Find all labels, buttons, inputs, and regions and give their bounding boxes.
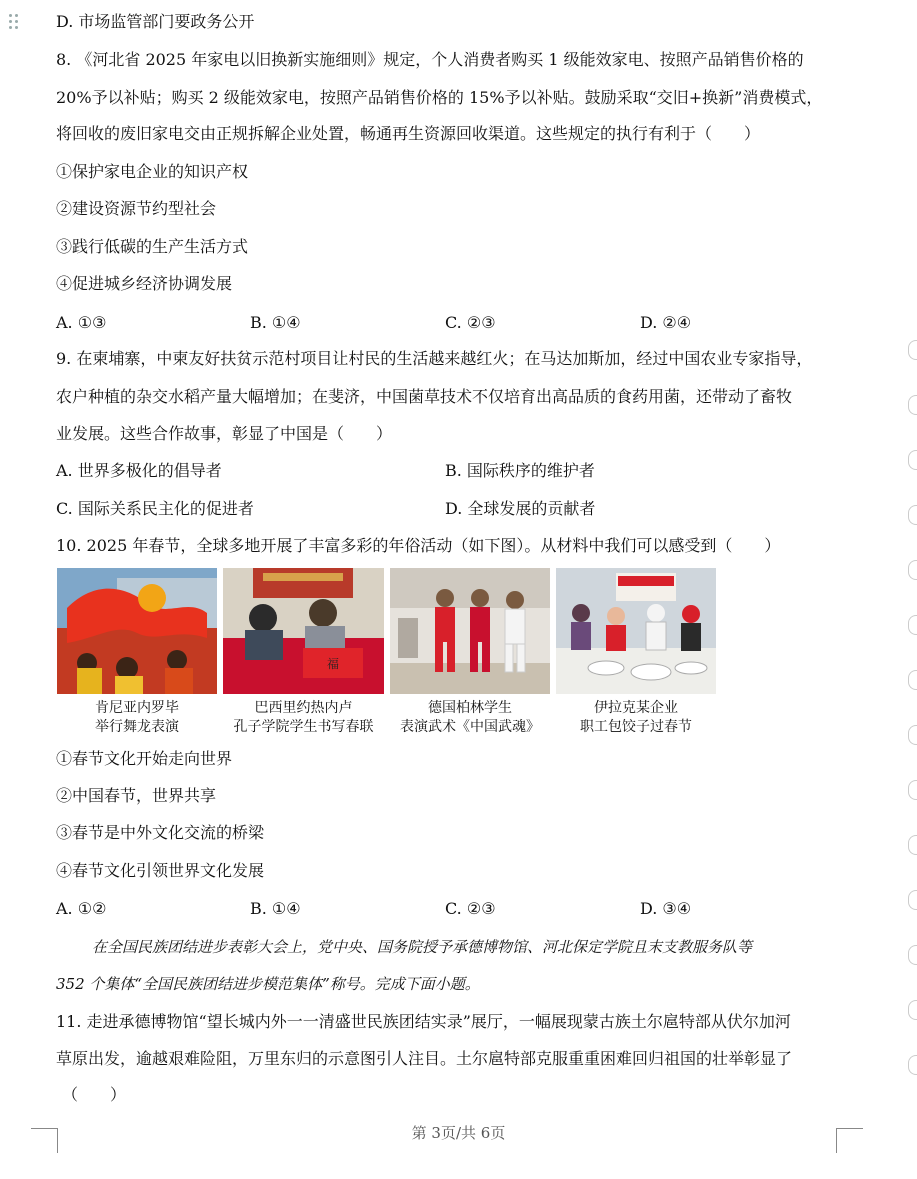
margin-mark	[908, 780, 917, 800]
photo-martial-arts	[390, 568, 550, 694]
q10-item-2: ②中国春节，世界共享	[56, 786, 217, 805]
caption-line: 伊拉克某企业	[594, 700, 678, 716]
margin-mark	[908, 670, 917, 690]
q8-option-b: B. ①④	[250, 313, 301, 332]
margin-mark	[908, 395, 917, 415]
caption-line: 德国柏林学生	[428, 700, 512, 716]
page-corner-right	[836, 1128, 863, 1153]
q10-item-1: ①春节文化开始走向世界	[56, 749, 233, 768]
margin-mark	[908, 1000, 917, 1020]
q9-option-d: D. 全球发展的贡献者	[445, 499, 596, 518]
q9-stem-line1: 9. 在柬埔寨，中柬友好扶贫示范村项目让村民的生活越来越红火；在马达加斯加，经过中国农业专家指导，	[56, 349, 813, 368]
page-corner-left	[31, 1128, 58, 1153]
q10-item-4: ④春节文化引领世界文化发展	[56, 861, 265, 880]
q11-stem-line3: （ ）	[62, 1085, 127, 1104]
caption-line: 孔子学院学生书写春联	[233, 719, 374, 735]
photo-caption	[390, 699, 550, 737]
q8-stem-line3: 将回收的废旧家电交由正规拆解企业处置，畅通再生资源回收渠道。这些规定的执行有利于（ ）	[56, 124, 761, 143]
margin-mark	[908, 835, 917, 855]
margin-mark	[908, 505, 917, 525]
caption-line: 肯尼亚内罗毕	[95, 700, 179, 716]
q9-stem-line3: 业发展。这些合作故事，彰显了中国是（ ）	[56, 424, 393, 443]
passage-line2: 352 个集体“全国民族团结进步模范集体”称号。完成下面小题。	[56, 975, 480, 993]
q8-option-c: C. ②③	[445, 313, 496, 332]
photo-dragon-dance	[57, 568, 217, 694]
margin-mark	[908, 615, 917, 635]
q10-option-d: D. ③④	[640, 899, 692, 918]
drag-handle-icon[interactable]	[9, 14, 19, 32]
photo-caption	[556, 699, 716, 737]
passage-line1: 在全国民族团结进步表彰大会上，党中央、国务院授予承德博物馆、河北保定学院且末支教服务队等	[92, 938, 753, 956]
caption-line: 举行舞龙表演	[95, 719, 179, 735]
margin-mark	[908, 560, 917, 580]
q8-item-1: ①保护家电企业的知识产权	[56, 162, 249, 181]
margin-mark	[908, 890, 917, 910]
q10-option-c: C. ②③	[445, 899, 496, 918]
q10-option-a: A. ①②	[56, 899, 107, 918]
photo-dumplings	[556, 568, 716, 694]
photo-spring-couplets	[223, 568, 384, 694]
photo-caption	[57, 699, 217, 737]
margin-mark	[908, 945, 917, 965]
page-number: 第 3页/共 6页	[411, 1124, 506, 1142]
caption-line: 巴西里约热内卢	[254, 700, 353, 716]
margin-mark	[908, 725, 917, 745]
q8-item-3: ③践行低碳的生产生活方式	[56, 237, 249, 256]
q7-option-d: D. 市场监管部门要政务公开	[56, 12, 255, 31]
margin-mark	[908, 1055, 917, 1075]
q10-stem: 10. 2025 年春节，全球多地开展了丰富多彩的年俗活动（如下图）。从材料中我们可以感受到（ ）	[56, 536, 781, 555]
q9-option-b: B. 国际秩序的维护者	[445, 461, 595, 480]
q9-stem-line2: 农户种植的杂交水稻产量大幅增加；在斐济，中国菌草技术不仅培育出高品质的食药用菌，还带动了畜牧	[56, 387, 793, 406]
caption-line: 职工包饺子过春节	[580, 719, 692, 735]
q8-item-2: ②建设资源节约型社会	[56, 199, 217, 218]
q8-item-4: ④促进城乡经济协调发展	[56, 274, 233, 293]
q8-option-d: D. ②④	[640, 313, 692, 332]
caption-line: 表演武术《中国武魂》	[400, 719, 540, 735]
q11-stem-line2: 草原出发，逾越艰难险阻，万里东归的示意图引人注目。土尔扈特部克服重重困难回归祖国的壮举彰显了	[56, 1049, 793, 1068]
q10-item-3: ③春节是中外文化交流的桥梁	[56, 823, 265, 842]
margin-mark	[908, 340, 917, 360]
photo-caption	[218, 699, 389, 737]
q8-option-a: A. ①③	[56, 313, 107, 332]
q9-option-c: C. 国际关系民主化的促进者	[56, 499, 254, 518]
q11-stem-line1: 11. 走进承德博物馆“望长城内外一一清盛世民族团结实录”展厅，一幅展现蒙古族土尔扈特部从伏尔加河	[56, 1012, 791, 1031]
q8-stem-line1: 8. 《河北省 2025 年家电以旧换新实施细则》规定，个人消费者购买 1 级能效家电、按照产品销售价格的	[56, 50, 804, 69]
q8-stem-line2: 20%予以补贴；购买 2 级能效家电，按照产品销售价格的 15%予以补贴。鼓励采取“交旧+换新”消费模式，	[56, 88, 823, 107]
q10-option-b: B. ①④	[250, 899, 301, 918]
svg-text:福: 福	[326, 657, 340, 671]
q9-option-a: A. 世界多极化的倡导者	[56, 461, 222, 480]
margin-mark	[908, 450, 917, 470]
